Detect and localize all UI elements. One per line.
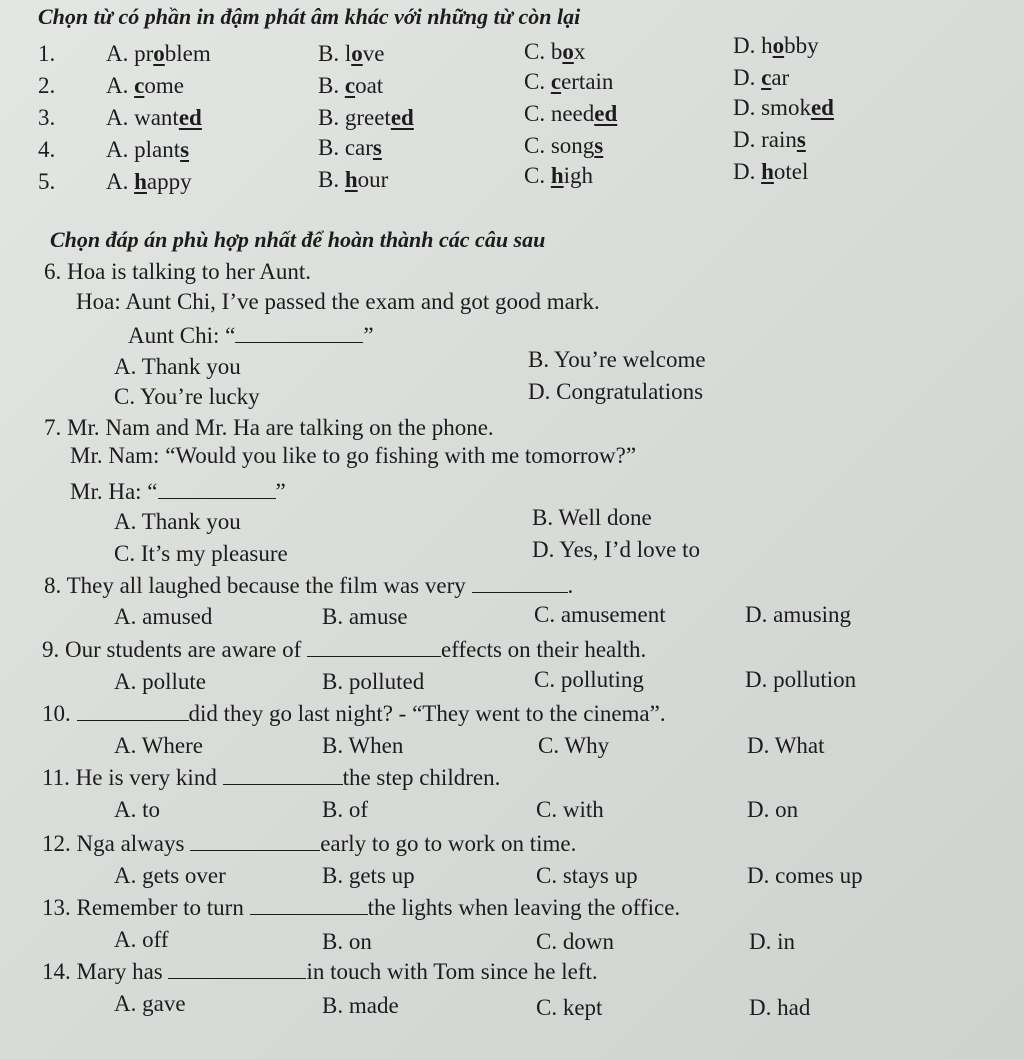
answer-blank xyxy=(168,958,306,979)
q4-option-c: C. songs xyxy=(524,133,604,158)
q1-option-b: B. love xyxy=(318,41,385,66)
q8-option-a: A. amused xyxy=(114,604,213,629)
q13-option-a: A. off xyxy=(114,927,169,952)
answer-blank xyxy=(472,572,568,593)
q7-stem: 7. Mr. Nam and Mr. Ha are talking on the phone. xyxy=(44,415,494,440)
q2-option-c: C. certain xyxy=(524,69,614,94)
q11-option-c: C. with xyxy=(536,797,604,822)
q1-option-a: A. problem xyxy=(106,41,211,66)
q7-option-d: D. Yes, I’d love to xyxy=(532,537,701,562)
answer-blank xyxy=(250,894,368,915)
q8-option-c: C. amusement xyxy=(534,602,666,627)
q13-option-d: D. in xyxy=(749,929,795,954)
q1-option-d: D. hobby xyxy=(733,33,819,58)
answer-blank xyxy=(223,764,343,785)
q3-option-a: A. wanted xyxy=(106,105,202,130)
q3-number: 3. xyxy=(38,105,56,130)
q13-option-c: C. down xyxy=(536,929,614,954)
q14-option-d: D. had xyxy=(749,995,811,1020)
answer-blank xyxy=(77,700,189,721)
q9-option-b: B. polluted xyxy=(322,669,425,694)
q7-option-b: B. Well done xyxy=(532,505,652,530)
q6-dialogue-line1: Hoa: Aunt Chi, I’ve passed the exam and got good mark. xyxy=(76,289,600,314)
q6-option-c: C. You’re lucky xyxy=(114,384,260,409)
q1-number: 1. xyxy=(38,41,56,66)
q10-option-d: D. What xyxy=(747,733,825,758)
q13-option-b: B. on xyxy=(322,929,372,954)
q6-option-d: D. Congratulations xyxy=(528,379,704,404)
q9-option-c: C. polluting xyxy=(534,667,644,692)
q7-dialogue-line1: Mr. Nam: “Would you like to go fishing with me tomorrow?” xyxy=(70,443,637,468)
q5-option-d: D. hotel xyxy=(733,159,809,184)
q2-number: 2. xyxy=(38,73,56,98)
section2-heading: Chọn đáp án phù hợp nhất để hoàn thành các câu sau xyxy=(50,227,546,252)
q13-stem: 13. Remember to turn the lights when leaving the office. xyxy=(42,895,681,920)
q8-stem: 8. They all laughed because the film was very . xyxy=(44,573,574,598)
q6-option-b: B. You’re welcome xyxy=(528,347,706,372)
answer-blank xyxy=(235,322,363,343)
q4-option-a: A. plants xyxy=(106,137,190,162)
q11-stem: 11. He is very kind the step children. xyxy=(42,765,501,790)
q9-stem: 9. Our students are aware of effects on their health. xyxy=(42,637,647,662)
q10-stem: 10. did they go last night? - “They went to the cinema”. xyxy=(42,701,666,726)
q3-option-d: D. smoked xyxy=(733,95,834,120)
q12-option-c: C. stays up xyxy=(536,863,638,888)
q11-option-d: D. on xyxy=(747,797,799,822)
q6-stem: 6. Hoa is talking to her Aunt. xyxy=(44,259,312,284)
q10-option-c: C. Why xyxy=(538,733,610,758)
q7-option-c: C. It’s my pleasure xyxy=(114,541,288,566)
q8-option-b: B. amuse xyxy=(322,604,408,629)
q14-stem: 14. Mary has in touch with Tom since he left. xyxy=(42,959,598,984)
answer-blank xyxy=(158,478,276,499)
q5-option-b: B. hour xyxy=(318,167,389,192)
q10-option-b: B. When xyxy=(322,733,404,758)
q6-dialogue-line2: Aunt Chi: “ ” xyxy=(128,323,374,348)
q9-option-d: D. pollution xyxy=(745,667,857,692)
q14-option-c: C. kept xyxy=(536,995,603,1020)
q10-option-a: A. Where xyxy=(114,733,203,758)
q11-option-b: B. of xyxy=(322,797,368,822)
q5-option-c: C. high xyxy=(524,163,594,188)
q8-option-d: D. amusing xyxy=(745,602,852,627)
q12-option-d: D. comes up xyxy=(747,863,863,888)
q14-option-a: A. gave xyxy=(114,991,186,1016)
q6-option-a: A. Thank you xyxy=(114,354,241,379)
q2-option-b: B. coat xyxy=(318,73,384,98)
q9-option-a: A. pollute xyxy=(114,669,206,694)
q7-dialogue-line2: Mr. Ha: “ ” xyxy=(70,479,286,504)
q5-number: 5. xyxy=(38,169,56,194)
q4-option-d: D. rains xyxy=(733,127,806,152)
q3-option-b: B. greeted xyxy=(318,105,414,130)
answer-blank xyxy=(307,636,441,657)
section1-heading: Chọn từ có phần in đậm phát âm khác với những từ còn lại xyxy=(38,4,581,29)
q4-number: 4. xyxy=(38,137,56,162)
q3-option-c: C. needed xyxy=(524,101,618,126)
q4-option-b: B. cars xyxy=(318,135,382,160)
q2-option-d: D. car xyxy=(733,65,790,90)
q12-option-b: B. gets up xyxy=(322,863,415,888)
answer-blank xyxy=(190,830,320,851)
q7-option-a: A. Thank you xyxy=(114,509,241,534)
q5-option-a: A. happy xyxy=(106,169,192,194)
q14-option-b: B. made xyxy=(322,993,399,1018)
q12-option-a: A. gets over xyxy=(114,863,226,888)
q1-option-c: C. box xyxy=(524,39,586,64)
q2-option-a: A. come xyxy=(106,73,184,98)
q11-option-a: A. to xyxy=(114,797,160,822)
q12-stem: 12. Nga always early to go to work on time. xyxy=(42,831,577,856)
